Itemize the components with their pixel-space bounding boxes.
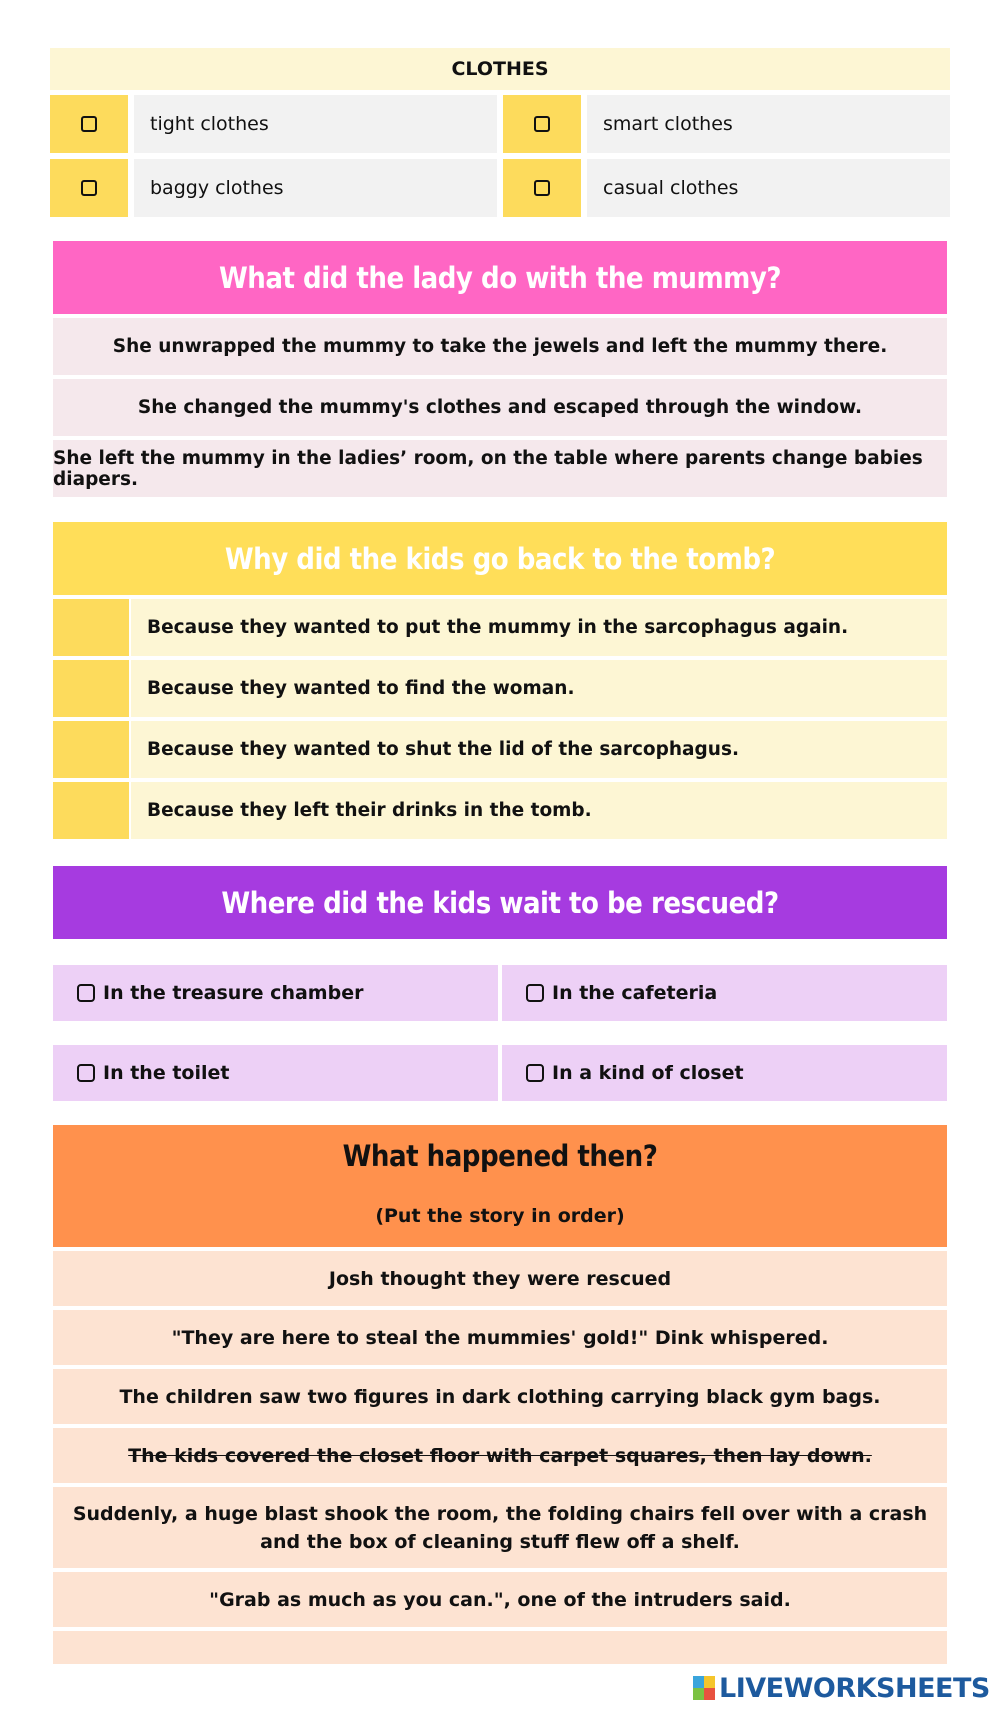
- story-event[interactable]: [53, 1631, 947, 1664]
- answer-option[interactable]: Because they wanted to shut the lid of the sarcophagus.: [131, 721, 947, 778]
- answer-option[interactable]: Because they left their drinks in the tomb.: [131, 782, 947, 839]
- answer-option[interactable]: She changed the mummy's clothes and escaped through the window.: [53, 379, 947, 436]
- logo-text: LIVEWORKSHEETS: [719, 1672, 990, 1704]
- answer-marker[interactable]: [53, 660, 129, 717]
- answer-option[interactable]: Because they wanted to put the mummy in the sarcophagus again.: [131, 599, 947, 656]
- question-header: What happened then?: [342, 1139, 658, 1173]
- answer-option[interactable]: She left the mummy in the ladies’ room, on the table where parents change babies diapers.: [53, 440, 947, 497]
- checkbox-cell[interactable]: [50, 159, 128, 217]
- option-label: smart clothes: [587, 95, 950, 153]
- question-header-block: [53, 1125, 947, 1247]
- question-header: Where did the kids wait to be rescued?: [53, 866, 947, 939]
- story-event[interactable]: Suddenly, a huge blast shook the room, the folding chairs fell over with a crash and the box of cleaning stuff flew off a shelf.: [53, 1487, 947, 1568]
- question-instruction: (Put the story in order): [375, 1205, 625, 1227]
- option-label: tight clothes: [134, 95, 497, 153]
- answer-marker[interactable]: [53, 782, 129, 839]
- liveworksheets-logo: [693, 1673, 990, 1703]
- option-label: baggy clothes: [134, 159, 497, 217]
- question-header: What did the lady do with the mummy?: [53, 241, 947, 314]
- answer-option[interactable]: [502, 1045, 947, 1101]
- answer-option[interactable]: She unwrapped the mummy to take the jewels and left the mummy there.: [53, 318, 947, 375]
- checkbox-cell[interactable]: [503, 159, 581, 217]
- checkbox-cell[interactable]: [50, 95, 128, 153]
- clothes-title: CLOTHES: [50, 48, 950, 90]
- answer-option[interactable]: Because they wanted to find the woman.: [131, 660, 947, 717]
- story-event-text: The kids covered the closet floor with carpet squares, then lay down.: [128, 1444, 872, 1467]
- option-label: In a kind of closet: [552, 1062, 744, 1084]
- checkbox[interactable]: [526, 984, 544, 1002]
- checkbox[interactable]: [81, 116, 97, 132]
- option-label: In the toilet: [103, 1062, 230, 1084]
- checkbox[interactable]: [81, 180, 97, 196]
- answer-option[interactable]: [502, 965, 947, 1021]
- story-event[interactable]: The children saw two figures in dark clothing carrying black gym bags.: [53, 1369, 947, 1424]
- question-header: Why did the kids go back to the tomb?: [53, 522, 947, 595]
- answer-marker[interactable]: [53, 721, 129, 778]
- option-label: In the cafeteria: [552, 982, 718, 1004]
- checkbox[interactable]: [77, 984, 95, 1002]
- option-label: casual clothes: [587, 159, 950, 217]
- answer-marker[interactable]: [53, 599, 129, 656]
- checkbox[interactable]: [534, 180, 550, 196]
- option-label: In the treasure chamber: [103, 982, 364, 1004]
- checkbox-cell[interactable]: [503, 95, 581, 153]
- story-event[interactable]: "Grab as much as you can.", one of the intruders said.: [53, 1572, 947, 1627]
- story-event[interactable]: "They are here to steal the mummies' gold!" Dink whispered.: [53, 1310, 947, 1365]
- answer-option[interactable]: [53, 1045, 498, 1101]
- checkbox[interactable]: [77, 1064, 95, 1082]
- answer-option[interactable]: [53, 965, 498, 1021]
- checkbox[interactable]: [526, 1064, 544, 1082]
- checkbox[interactable]: [534, 116, 550, 132]
- logo-mark-icon: [693, 1676, 715, 1700]
- story-event[interactable]: [53, 1428, 947, 1483]
- story-event[interactable]: Josh thought they were rescued: [53, 1251, 947, 1306]
